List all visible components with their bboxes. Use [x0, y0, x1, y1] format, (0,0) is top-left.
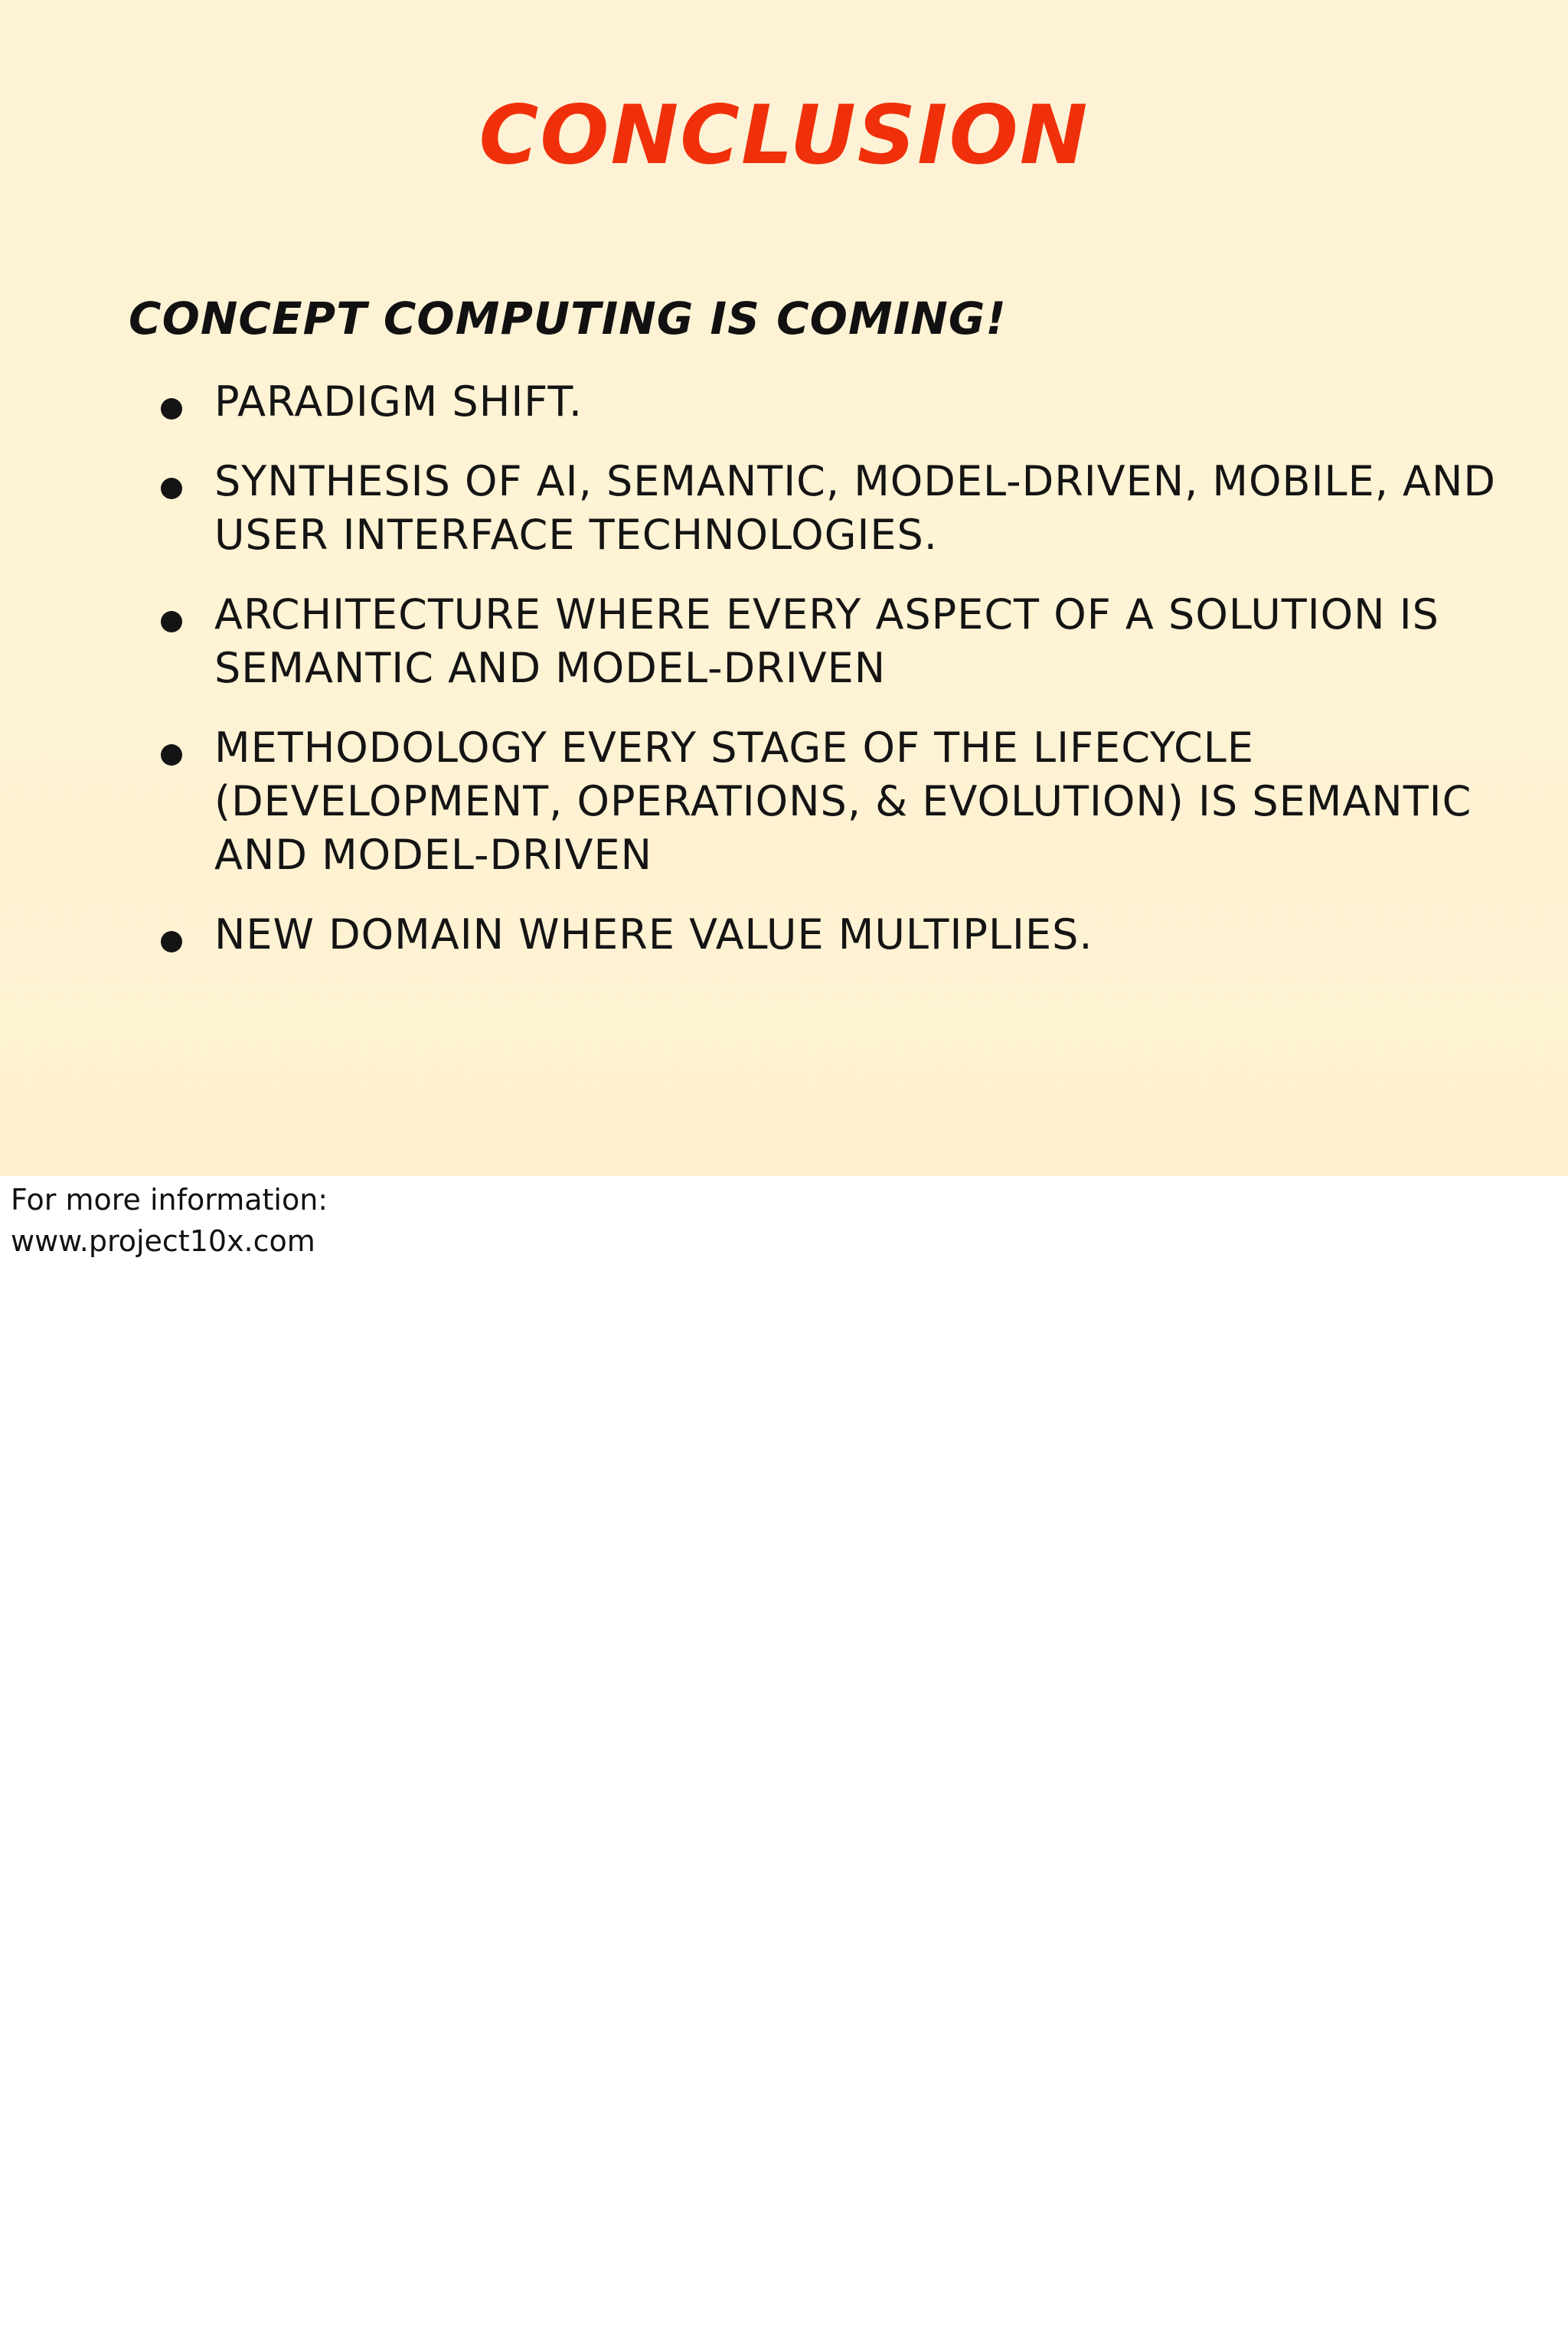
slide-title: CONCLUSION	[479, 88, 1089, 182]
bullet-dot-icon	[161, 611, 182, 632]
footer-notes	[11, 1179, 328, 1262]
bullet-item	[158, 375, 1505, 429]
bullet-item	[158, 908, 1505, 962]
bullet-dot-icon	[161, 744, 182, 766]
bullet-dot-icon	[161, 931, 182, 952]
footer-info-label: For more information:	[11, 1183, 328, 1217]
slide-subtitle: CONCEPT COMPUTING IS COMING!	[129, 292, 1007, 345]
bullet-item	[158, 455, 1505, 562]
bullet-list	[158, 375, 1505, 988]
bullet-text: ARCHITECTURE WHERE EVERY ASPECT OF A SOLUTION IS SEMANTIC AND MODEL-DRIVEN	[214, 590, 1439, 692]
bullet-dot-icon	[161, 478, 182, 499]
bullet-item	[158, 588, 1505, 695]
bullet-item	[158, 721, 1505, 882]
footer-url: www.project10x.com	[11, 1224, 315, 1258]
bullet-text: PARADIGM SHIFT.	[214, 377, 583, 426]
bullet-text: METHODOLOGY EVERY STAGE OF THE LIFECYCLE (DEVELOPMENT, OPERATIONS, & EVOLUTION) IS SEMANTIC AND MODEL-DRIVEN	[214, 724, 1472, 879]
bullet-dot-icon	[161, 398, 182, 420]
bullet-text: SYNTHESIS OF AI, SEMANTIC, MODEL-DRIVEN, MOBILE, AND USER INTERFACE TECHNOLOGIES.	[214, 457, 1496, 559]
bullet-text: NEW DOMAIN WHERE VALUE MULTIPLIES.	[214, 910, 1093, 959]
